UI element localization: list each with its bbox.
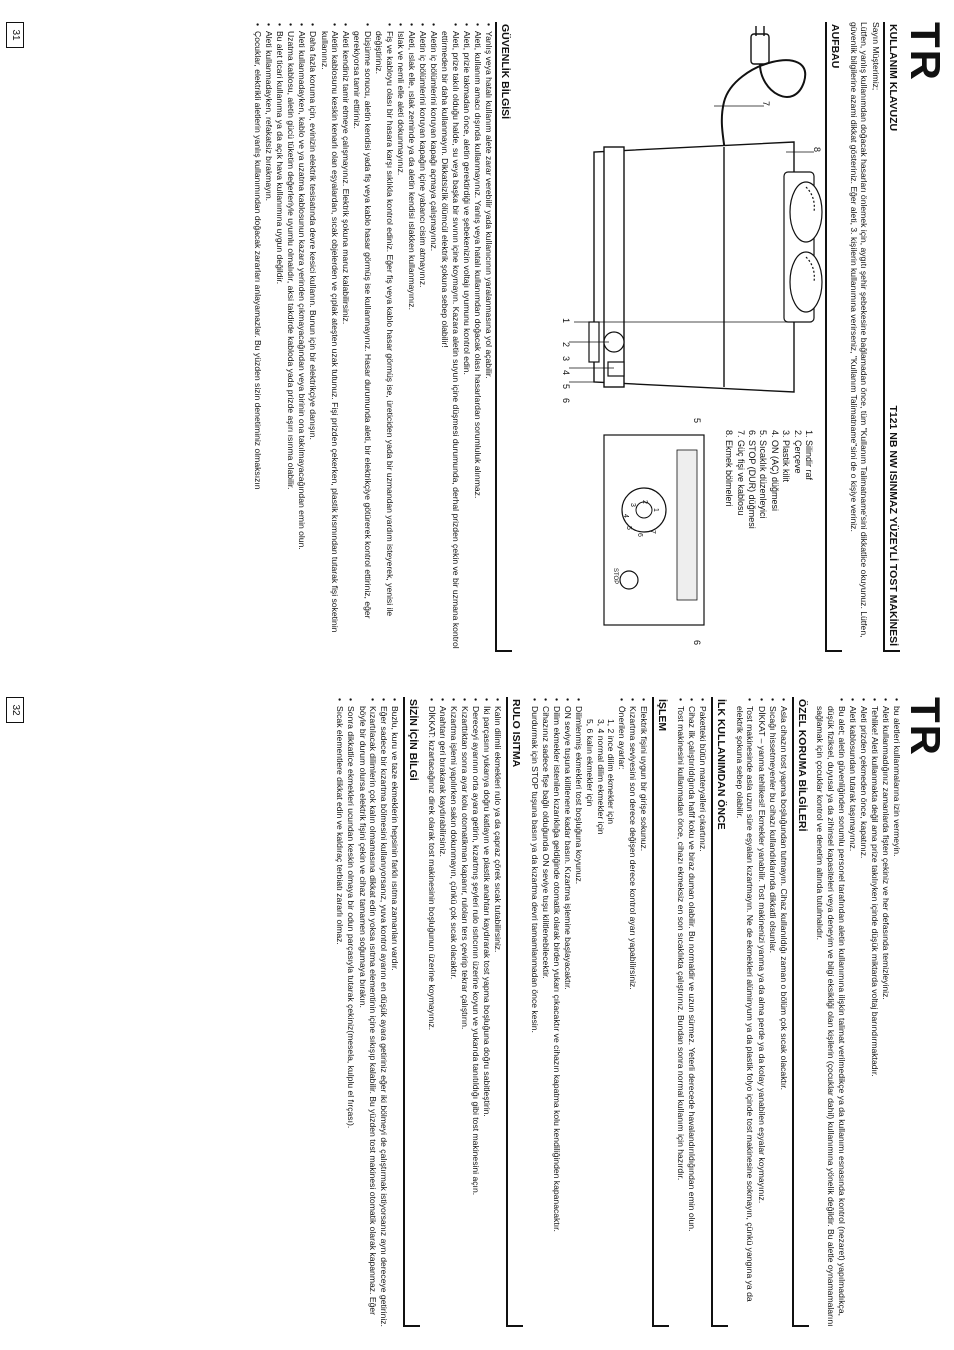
callout-6-detail: 6: [692, 640, 702, 646]
page-number: 31: [6, 22, 24, 48]
first-use-list: [676, 697, 709, 1327]
callout-8: 8: [812, 147, 822, 153]
safety-heading: GÜVENLİK BİLGİSİ: [495, 22, 512, 652]
safety-item: • Aleti, prizie takmadan önce, aletin gerektirdiği ve şebekenizin voltajı uyumunu kontrol edin.: [461, 31, 472, 652]
header-left-title: KULLANIM KLAVUZU: [887, 24, 899, 132]
toaster-body: [594, 142, 794, 392]
dial-number: 5: [625, 526, 632, 530]
special-protection-item: • DİKKAT – yanma tehlikesi! Ekmekler yanabilir. Tost makinenizi yanma ya da alma perde ya da kolay yanabilen eşyalar koymayınız.: [756, 706, 767, 1327]
callout-4: 4: [561, 370, 571, 376]
roll-warming-item: • Anahtarı geri bırakarak kaydırabilirsiniz.: [437, 706, 448, 1327]
callout-2: 2: [561, 342, 571, 348]
safety-list: [252, 22, 494, 652]
info-heading: SİZİN İÇİN BİLGİ: [403, 697, 420, 1327]
language-code: TR: [902, 22, 949, 82]
operation-item: • Kızartma seviyesini son derece değişen derece kontrol ayarı yapabilirsiniz.: [628, 706, 639, 1327]
safety-item: • Islak ve nemli elle aleti dokunmayınız.: [395, 31, 406, 652]
parts-list-item: 6. STOP (DUR) düğmesi: [746, 430, 757, 529]
callout-6: 6: [561, 398, 571, 404]
special-protection-item: • Asla cihazın tost yapma boşluğundan tutmayın. Cihaz kullanıldığı zaman o bölüm çok sıcak olacaktır.: [778, 706, 789, 1327]
callout-7: 7: [761, 101, 771, 107]
roll-warming-heading: RULO ISITMA: [506, 697, 523, 1327]
safety-item: • Aleti, prize takılı olduğu halde, su veya başka bir sıvının içine koymayın. Kazara aletin suyun içine düşmesi durumunda, derhal prizden çekin ve bir uzmana kontrol ettirmeden bir daha kullanmayın. Dikkatsizlik ölümcül elektrik şokuna sebep olabilir!: [440, 31, 461, 652]
roll-warming-item: • DİKKAT: kızartacağınız direk olarak tost makinesinin boşluğunun üzerine koymayınız.: [426, 706, 437, 1327]
manual-page-32: [0, 675, 954, 1350]
special-protection-item: • Sıcağı hissetmeyenler bu cihazı kullandıklarında dikkatli olsunlar.: [767, 706, 778, 1327]
parts-list-item: 4. ON (AÇ) düğmesi: [769, 430, 780, 512]
first-use-item: • Tost makinesini kullanmadan önce, cihazı ekmeksiz en son sıcaklıkta çalıştırınız. Bundan sonra normal kullanım için hazırdır.: [676, 706, 687, 1327]
first-use-item: • Cihaz ilk çalıştırıldığında hafif koku ve biraz duman olabilir. Bu normaldir ve uzun sürmez. Yeterli derecede havalandırıldığından emin olun.: [687, 706, 698, 1327]
continued-safety-list: [815, 697, 902, 1327]
roll-warming-item: • Dereceyi ayarının orta ayara getirin, kızartmış şeyleri rulo ısıtıcının üzerine koyun ve yukarıda tanıtıldığı gibi tost makinesini açın.: [471, 706, 482, 1327]
dial-number: 2: [641, 500, 648, 504]
continued-safety-item: • Tehlike! Aleti kullanmakta değil ama prize takılıyken içinde düşük miktarda voltaj barındırmaktadır.: [869, 706, 880, 1327]
language-code: TR: [902, 697, 949, 757]
toaster-diagram: [554, 22, 824, 422]
dial-number: 3: [629, 503, 636, 507]
operation-list: [617, 697, 650, 1327]
intro-line: Sayın Müşterimiz;: [871, 22, 881, 91]
operation-step: • Dilimlenmiş ekmekleri tost boşluğuna koyunuz.: [574, 706, 585, 1327]
parts-list-item: 7. Güç fişi ve kablosu: [735, 430, 746, 516]
continued-safety-item: • Bu alet; aletin güvenliğinden sorumlu personel tarafından aletin kullanımına ilişkin talimat verilmedikçe ya da kullanımı esnasında kontrol (nezaret) yapılmadıkça, düşük fiziksel, duyusal ya da zihinsel kapasiteleri veya deneyim ve bilgi eksikliği olan kişilerin (çocuklar dahil) kullanımına yönelik değildir. Bu aletle oynamamalarını sağlamak için çocuklar kontrol ve denetim altında tutulmalıdır.: [815, 706, 847, 1327]
page-32-rotated: [0, 675, 954, 1350]
safety-item: • Aleti kendiniz tamir etmeye çalışmayınız. Elektrik şokuna maruz kalabilirsiniz.: [341, 31, 352, 652]
info-list: [335, 697, 401, 1327]
safety-item: • Aleti kullanmadayken, refakatsiz bırakmayın.: [264, 31, 275, 652]
dial-number: 6: [636, 533, 643, 537]
parts-list: [723, 430, 814, 630]
safety-item: • Aletin kablosunu keskin kenarlı olan eşyalardan, sıcak objelerden ve çıplak ateşten uzak tutunuz. Fişi prizden çekerken, plastik kısmından tutarak fişi soketinin kullanınız.: [319, 31, 340, 652]
intro-block: [847, 22, 881, 652]
safety-item: • Aleti, kullanım amacı dışında kullanmayınız. Yanlış veya hatalı kullanımdan doğacak olası hasarlardan sorumluluk alınmaz.: [472, 31, 483, 652]
continued-safety-item: • Aleti prizden çekmeden önce, kapatınız.: [858, 706, 869, 1327]
callout-5-detail: 5: [692, 418, 702, 424]
info-item: • Buzlu, kuru ve taze ekmeklerin hepsinin farklı ısıtma zamanları vardır.: [390, 706, 401, 1327]
operation-step: • Durdurmak için STOP tuşuna basın ya da kızartma devri tamamlanmadan önce kesin.: [529, 706, 540, 1327]
operation-item: • Elektrik fişini uygun bir girişe sokunuz.: [639, 706, 650, 1327]
parts-list-item: 2. Çerçeve: [792, 430, 803, 474]
parts-list-item: 8. Ekmek bölmeleri: [724, 430, 735, 507]
safety-item: • Bu alet ticari kullanıma ya da açık hava kullanımına uygun değildir.: [275, 31, 286, 652]
page-32-content: [334, 697, 902, 1327]
aufbau-heading: AUFBAU: [825, 22, 842, 652]
recommended-settings: [584, 719, 616, 1327]
stop-button-icon: [620, 571, 638, 589]
safety-item: • Yanlış veya hatalı kullanım alete zarar verebilir yada kullanıcının yaralanmasına yol açabilir.: [483, 31, 494, 652]
safety-item: • Çocuklar, elektrikli aletlerin yanlış kullanımından doğacak zararları anlayamazlar. Bu yüzden sizin denetiminiz olmaksızın: [252, 31, 263, 652]
roll-warming-list: [426, 697, 503, 1327]
roll-warming-item: • Kalın dilimli ekmekleri rulo ya da çapraz çörek sıcak tutabilirsiniz.: [493, 706, 504, 1327]
info-item: • Kızartılacak dilimlerin çok kalın olmamasına dikkat edin yoksa ısıtma elementinin içine sıkışıp kalabilir. Bu yüzden tost makinesi otomatik olarak kapanmaz. Eğer böyle bir durum olursa elektrik fişini çekin ve cihaz tamamen soğumaya bırakın.: [357, 706, 378, 1327]
safety-item: • Uzatma kablosu, aletin gücü tüketim değerleriyle uyumlu olmalıdır, aksi takdirde kabloda yada prizde aşırı ısınma olabilir.: [286, 31, 297, 652]
special-protection-heading: ÖZEL KORUMA BİLGİLERİ: [792, 697, 809, 1327]
safety-item: • Aletin iç bölümlerini koruyan kapağı açmaya çalışmayınız.: [428, 31, 439, 652]
setting-line: 3, 4 normal dilim ekmekler için: [595, 719, 606, 835]
parts-list-item: 1. Silindir raf: [804, 430, 814, 481]
safety-item: • Düşürme sonucu, aletin kendisi yada fiş veya kablo hasar görmüş ise kullanmayınız. Hasar durumunda aleti, bir elektrikçiye götürerek kontrol ettiriniz, eğer gerekiyorsa tamir ettiriniz.: [352, 31, 373, 652]
setting-line: 5, 6 kalın ekmekler için: [585, 719, 596, 807]
stop-label: STOP: [612, 568, 618, 585]
info-item: • Sıcak elementlere dikkat edin ve kaldıraç terbiatı zararlı olmaz.: [335, 706, 346, 1327]
dial-number: 4: [622, 514, 629, 518]
dial-number: 7: [649, 530, 656, 534]
safety-item: • Daha fazla koruma için, evinizin elektrik tesisatında devre kesici kullanın. Bunun için bir elektrikçiye danışın.: [308, 31, 319, 652]
first-use-heading: İLK KULLANIMDAN ÖNCE: [711, 697, 728, 1327]
operation-item: • Önerilen ayarlar:: [617, 706, 628, 1327]
safety-item: • Fiş ve kabloyu olası bir hasara karşı sıklıkla kontrol ediniz. Eğer fiş veya kablo hasar görmüş ise, üreticiden yada bir uzmandan yardım isteyerek, yenisi ile değiştiriniz.: [373, 31, 394, 652]
operation-steps-list: [529, 697, 584, 1327]
safety-item: • Aletin iç bölümlerini koruyan kapağın içine yabancı cisim atmayınız.: [417, 31, 428, 652]
continued-safety-item: • Aleti kablosundan tutarak taşımayınız.: [847, 706, 858, 1327]
page-header: [883, 22, 900, 652]
safety-block: [252, 22, 494, 652]
header-right-title: T121 NB NW ISINMAZ YÜZEYLİ TOST MAKİNESİ: [887, 405, 899, 646]
roll-warming-item: • Kızartma işlemi yapılırken sakın dokunmayın, çünkü çok sıcak olacaktır.: [449, 706, 460, 1327]
parts-list-item: 3. Plastik kilit: [781, 430, 792, 483]
page-number: 32: [6, 697, 24, 723]
safety-item: • Aleti kullanmadayken, kablo ve ya uzatma kablosunun kazara yerinden çıkmayacağından veya birinin ona takılmayacağından emin olun.: [297, 31, 308, 652]
operation-step: • Dilim ekmekler istenilen kızarıklığa geldiğinde otomatik olarak birden yukarı çıkacaktır ve cihazın kapatma kolu kendiliğinden kapanacaktır.: [552, 706, 563, 1327]
info-item: • Sonra dikkatlice ekmekleri ucundan keskin olmaya bir odun parçasıyla tutarak çekiniz(mesela, kulplu el fırçası).: [346, 706, 357, 1327]
callout-3: 3: [561, 356, 571, 362]
first-use-item: • Paketteki bütün materyalleri çıkartınız.: [698, 706, 709, 1327]
safety-item: • Aleti, ıslak elle, ıslak zeminde ya da aletin kendisi ıslakken kullanmayınız.: [406, 31, 417, 652]
info-item: • Eğer sadece bir kızartma bölmesini kullanıyorsanız, yuva kontrol ayarını en düşük ayara getiriniz eğer iki bölmeyi de çalıştırmak istiyorsanız aynı dereceye getiriniz.: [379, 706, 390, 1327]
operation-heading: İŞLEM: [653, 697, 670, 1327]
roll-warming-item: • Kızarttıktan sonra ayar kolu otomatikman kapanır, ruloları ters çevirip tekrar çalıştırın.: [460, 706, 471, 1327]
roll-warming-item: • İki parçasını yukarıya doğru katlayın ve plastik anahtarı kaydırarak tost yapma boşluğuna doğru sabitleştirin.: [482, 706, 493, 1327]
parts-list-item: 5. Sıcaklık düzenleyici: [758, 430, 769, 519]
continued-safety-item: • bu aletleri kullanmalarına izin vermeyin.: [891, 706, 902, 1327]
bun-rack: [784, 172, 822, 322]
callout-1: 1: [561, 318, 571, 324]
special-protection-item: • Tost makinesinde asla uzun süre eşyaları kızartmayın. Ne de ekmekleri alüminyum ya da plastik folyo içinde tost makinesine sokmayın, çünkü yangına ya da elektrik şokuna sebep olabilir.: [734, 706, 755, 1327]
operation-step: • ON seviye tuşuna kilitlenene kadar basın. Kızartma işlemine başlayacaktır.: [563, 706, 574, 1327]
dial-number: 1: [652, 508, 659, 512]
special-protection-list: [734, 697, 788, 1327]
continued-safety-item: • Aleti kullanmadığınız zamanlarda fişten çekiniz ve her defasında temizleyiniz.: [880, 706, 891, 1327]
callout-5: 5: [561, 384, 571, 390]
operation-step: • Cihazınız sadece fişe bağlı olduğunda ON seviye tuşu kilitlenebilecektir.: [541, 706, 552, 1327]
intro-line: Lütfen, yanlış kullanımdan doğacak hasarları önlemek için, aygıtı şehir şebekesine bağlamadan önce, tüm "Kullanım Talimatname'sini dikkatlice okuyunuz. Lütfen, güvenlik bilgilerine azami dikkat gösteriniz. Eğer aleti, 3. kişilerin kullanımına verirseniz, "Kullanım Talimatname"sini de o kişiye veriniz.: [848, 22, 870, 638]
setting-line: 1, 2 ince dilim ekmekler için: [606, 719, 617, 825]
